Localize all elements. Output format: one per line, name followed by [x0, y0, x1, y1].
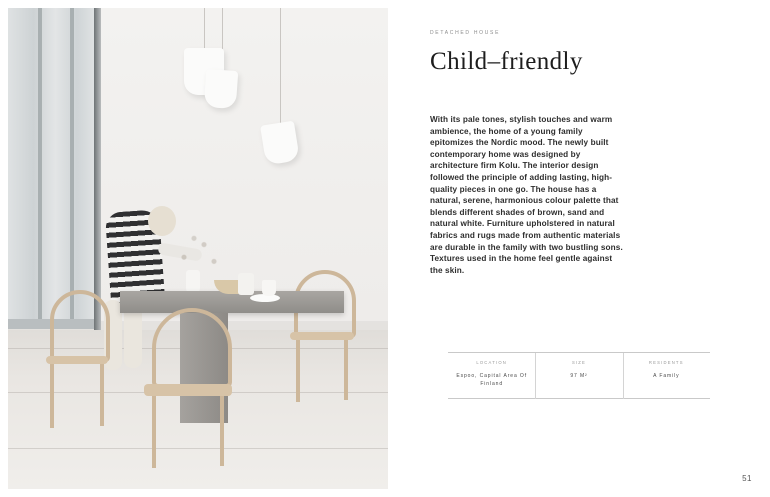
chair-leg: [344, 340, 348, 400]
facts-col-size: [535, 360, 622, 398]
window-mullion: [70, 8, 74, 319]
facts-row: [448, 353, 710, 398]
chair-leg: [296, 340, 300, 402]
jug: [238, 273, 254, 295]
photo-background: [8, 8, 388, 489]
pendant-cord: [204, 8, 205, 50]
dining-chair: [144, 308, 232, 468]
page-number: 51: [742, 474, 752, 483]
chair-seat: [290, 332, 354, 340]
article-body: With its pale tones, stylish touches and warm ambience, the home of a young family epitomizes the Nordic mood. The newly built contemporary home was designed by architecture firm Kolu. The interior design followed the principle of adding lasting, high-quality pieces in one go. The house has a natural, serene, harmonious colour palette that blends different shades of brown, sand and natural white. Furniture upholstered in natural fabrics and rugs made from authentic materials are durable in the family with two bustling sons. Textures used in the home feel gentle against the skin.: [430, 115, 623, 275]
window-mullion: [38, 8, 42, 319]
facts-label: LOCATION: [476, 360, 508, 365]
pendant-cord: [280, 8, 281, 126]
window: [8, 8, 94, 319]
chair-leg: [152, 396, 156, 468]
dining-chair: [46, 290, 108, 430]
dining-room-photo: [8, 8, 388, 489]
facts-label: RESIDENTS: [648, 360, 684, 365]
child-head: [148, 206, 176, 236]
cup: [262, 280, 276, 296]
chair-back: [152, 308, 232, 388]
page-title: Child–friendly: [430, 48, 583, 75]
facts-table: [448, 352, 710, 399]
chair-leg: [50, 364, 54, 428]
chair-seat: [46, 356, 108, 364]
child-leg: [124, 304, 142, 368]
chair-seat: [144, 384, 232, 396]
facts-value: Espoo, Capital Area Of Finland: [456, 373, 527, 387]
facts-bottom-rule: [448, 398, 710, 399]
article-column: [430, 30, 720, 285]
chair-leg: [220, 396, 224, 466]
facts-value: A Family: [653, 373, 680, 379]
article-eyebrow: DETACHED HOUSE: [430, 30, 501, 36]
facts-col-location: [448, 360, 535, 398]
chair-leg: [100, 364, 104, 426]
facts-label: SIZE: [571, 360, 587, 365]
pendant-lamp: [204, 69, 239, 109]
dried-branches: [174, 232, 224, 274]
facts-col-residents: [623, 360, 710, 398]
chair-back: [50, 290, 110, 362]
facts-value: 97 M²: [570, 373, 588, 379]
dining-chair: [290, 270, 354, 402]
